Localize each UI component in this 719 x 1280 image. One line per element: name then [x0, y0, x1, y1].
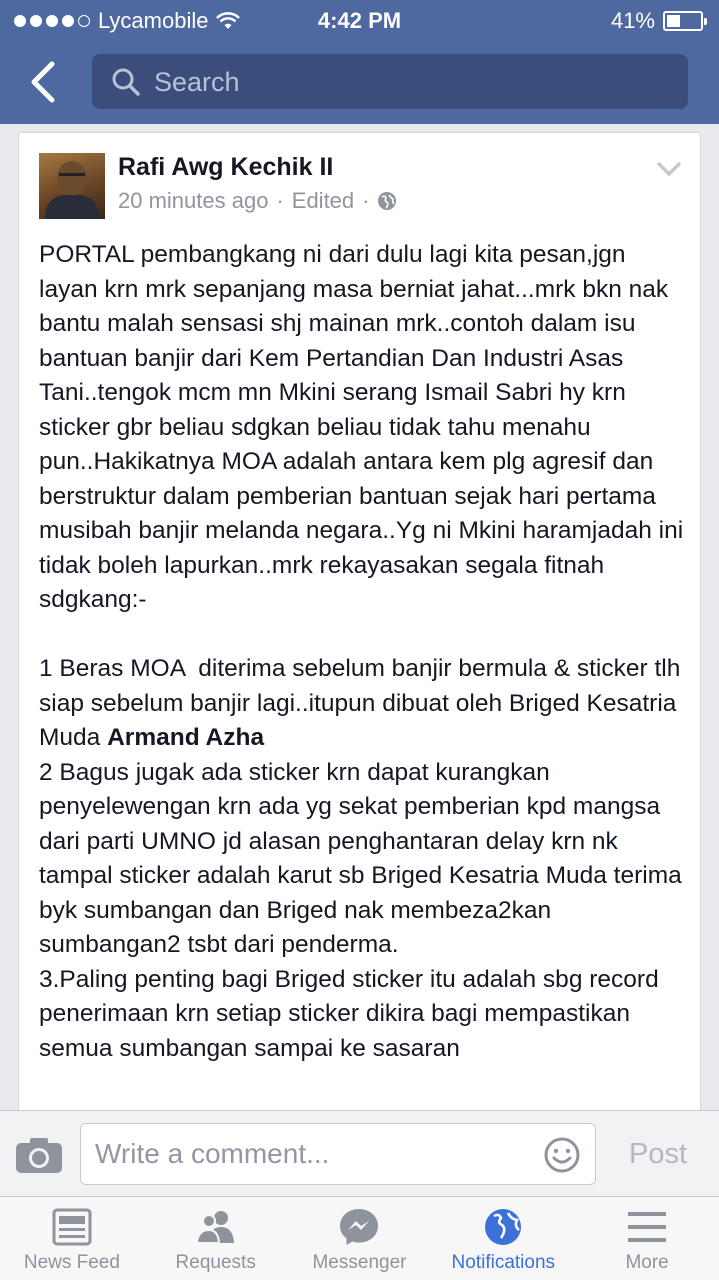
- post-body: [39, 238, 689, 1066]
- tab-bar: [0, 1196, 719, 1280]
- chevron-down-icon[interactable]: [656, 161, 682, 177]
- clock: 4:42 PM: [317, 8, 402, 33]
- battery-icon: [663, 11, 703, 31]
- requests-icon: [194, 1207, 238, 1247]
- post-paragraph: [39, 652, 689, 756]
- post-button[interactable]: Post: [628, 1138, 688, 1170]
- app-header: [0, 0, 719, 124]
- post-paragraph: 2 Bagus jugak ada sticker krn dapat kurangkan penyelewengan krn ada yg sekat pemberian kpd mangsa dari parti UMNO jd alasan penghantaran delay krn nk tampal sticker adalah karut sb Briged Kesatria Muda terima byk sumbangan dan Briged nak membeza2kan sumbangan2 tsbt dari penderma.: [39, 758, 689, 958]
- tab-notifications[interactable]: [431, 1197, 575, 1280]
- tab-messenger[interactable]: [288, 1197, 432, 1280]
- battery-percent: 41%: [610, 8, 655, 33]
- comment-bar: [0, 1110, 719, 1196]
- meta-separator: ·: [362, 188, 370, 213]
- comment-box[interactable]: [80, 1123, 596, 1185]
- post-author[interactable]: Rafi Awg Kechik II: [118, 153, 334, 181]
- camera-icon[interactable]: [14, 1135, 64, 1175]
- post-paragraph-text: 1 Beras MOA diterima sebelum banjir bermula & sticker tlh siap sebelum banjir lagi..itupun dibuat oleh Briged Kesatria Muda: [39, 655, 688, 751]
- tab-label: Requests: [175, 1252, 256, 1273]
- tab-news-feed[interactable]: [0, 1197, 144, 1280]
- status-bar: [0, 0, 719, 40]
- post-paragraph: 3.Paling penting bagi Briged sticker itu adalah sbg record penerimaan krn setiap sticker dikira bagi mempastikan semua sumbangan sampai ke sasaran: [39, 965, 666, 1062]
- back-arrow-icon[interactable]: [26, 60, 60, 104]
- post-time[interactable]: 20 minutes ago: [118, 188, 269, 213]
- edited-label[interactable]: Edited: [291, 188, 355, 213]
- tab-label: Messenger: [312, 1252, 407, 1273]
- tagged-user[interactable]: Armand Azha: [107, 724, 265, 751]
- post-card: [18, 132, 701, 1122]
- tab-requests[interactable]: [144, 1197, 288, 1280]
- search-icon: [110, 66, 142, 98]
- globe-icon: [481, 1207, 525, 1247]
- menu-icon: [625, 1207, 669, 1247]
- tab-more[interactable]: [575, 1197, 719, 1280]
- smiley-icon[interactable]: [543, 1136, 581, 1174]
- tab-label: News Feed: [23, 1252, 120, 1273]
- search-bar[interactable]: [92, 54, 688, 109]
- messenger-icon: [337, 1207, 381, 1247]
- tab-label: More: [625, 1252, 669, 1273]
- post-meta: [118, 188, 397, 214]
- avatar[interactable]: [39, 153, 105, 219]
- globe-icon: [377, 191, 397, 211]
- meta-separator: ·: [276, 188, 284, 213]
- news-feed-icon: [50, 1207, 94, 1247]
- carrier-name: Lycamobile: [98, 8, 209, 33]
- battery-status: [611, 8, 703, 34]
- search-input[interactable]: [154, 62, 654, 102]
- tab-label: Notifications: [451, 1252, 556, 1273]
- comment-input[interactable]: [95, 1134, 535, 1174]
- post-paragraph: PORTAL pembangkang ni dari dulu lagi kita pesan,jgn layan krn mrk sepanjang masa berniat jahat...mrk bkn nak bantu malah sensasi shj mainan mrk..contoh dalam isu bantuan banjir dari Kem Pertandian Dan Industri Asas Tani..tengok mcm mn Mkini serang Ismail Sabri hy krn sticker gbr beliau sdgkan beliau tidak tahu menahu pun..Hakikatnya MOA adalah antara kem plg agresif dan berstruktur dalam pemberian bantuan sejak hari pertama musibah banjir melanda negara..Yg ni Mkini haramjadah ini tidak boleh lapurkan..mrk rekayasakan segala fitnah sdgkang:-: [39, 241, 690, 613]
